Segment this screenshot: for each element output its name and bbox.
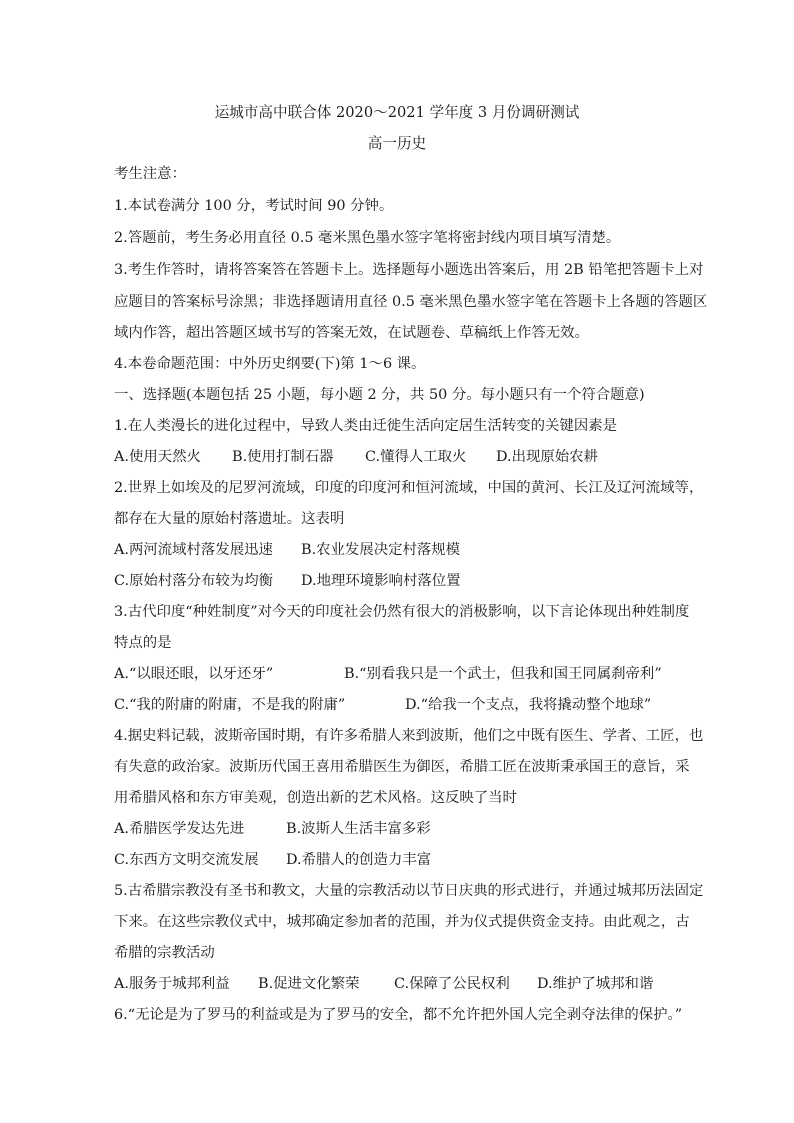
question-stem: 下来。在这些宗教仪式中，城邦确定参加者的范围，并为仪式提供资金支持。由此观之，古 [114,914,690,930]
question-stem: 5.古希腊宗教没有圣书和教文，大量的宗教活动以节日庆典的形式进行，并通过城邦历法固定 [114,883,704,899]
question-stem: 4.据史料记载，波斯帝国时期，有许多希腊人来到波斯，他们之中既有医生、学者、工匠，也 [114,728,704,744]
notice-item: 4.本卷命题范围：中外历史纲要(下)第 1～6 课。 [114,356,426,372]
question-stem: 1.在人类漫长的进化过程中，导致人类由迁徙生活向定居生活转变的关键因素是 [114,418,618,434]
option-c: C.保障了公民权利 [394,976,510,992]
question-stem: 6.“无论是为了罗马的利益或是为了罗马的安全，都不允许把外国人完全剥夺法律的保护。” [114,1007,683,1023]
option-c: C.东西方文明交流发展 [114,852,259,868]
notice-item: 2.答题前，考生务必用直径 0.5 毫米黑色墨水签字笔将密封线内项目填写清楚。 [114,230,621,246]
notice-item: 3.考生作答时，请将答案答在答题卡上。选择题每小题选出答案后，用 2B 铅笔把答题卡上对 [114,262,704,278]
question-stem: 有失意的政治家。波斯历代国王喜用希腊医生为御医，希腊工匠在波斯秉承国王的意旨，采 [114,759,690,775]
exam-title: 运城市高中联合体 2020～2021 学年度 3 月份调研测试 [214,104,580,121]
option-b: B.促进文化繁荣 [258,976,360,992]
option-d: D.地理环境影响村落位置 [301,573,461,589]
option-d: D.“给我一个支点，我将撬动整个地球” [405,697,652,713]
option-c: C.“我的附庸的附庸，不是我的附庸” [114,697,346,713]
question-stem: 用希腊风格和东方审美观，创造出新的艺术风格。这反映了当时 [114,790,517,806]
question-stem: 2.世界上如埃及的尼罗河流域，印度的印度河和恒河流域，中国的黄河、长江及辽河流域等， [114,480,704,496]
notice-item: 应题目的答案标号涂黑；非选择题请用直径 0.5 毫米黑色墨水签字笔在答题卡上各题的答题区 [114,294,708,310]
section-heading: 一、选择题(本题包括 25 小题，每小题 2 分，共 50 分。每小题只有一个符合题意) [114,387,645,403]
option-d: D.维护了城邦和谐 [537,976,654,992]
option-a: A.两河流域村落发展迅速 [114,542,273,558]
option-a: A.服务于城邦利益 [114,976,230,992]
option-b: B.使用打制石器 [232,449,334,465]
option-d: D.出现原始农耕 [496,449,598,465]
option-d: D.希腊人的创造力丰富 [286,852,432,868]
question-stem: 3.古代印度“种姓制度”对今天的印度社会仍然有很大的消极影响，以下言论体现出种姓制度 [114,604,690,620]
notice-heading: 考生注意： [114,166,186,182]
option-b: B.“别看我只是一个武士，但我和国王同属刹帝利” [344,666,662,682]
question-stem: 特点的是 [114,635,172,651]
option-c: C.懂得人工取火 [365,449,467,465]
notice-item: 域内作答，超出答题区域书写的答案无效，在试题卷、草稿纸上作答无效。 [114,325,589,341]
question-stem: 希腊的宗教活动 [114,945,215,961]
option-b: B.波斯人生活丰富多彩 [286,821,431,837]
option-a: A.“以眼还眼，以牙还牙” [114,666,274,682]
option-b: B.农业发展决定村落规模 [301,542,461,558]
notice-item: 1.本试卷满分 100 分，考试时间 90 分钟。 [114,198,394,214]
exam-subject: 高一历史 [367,135,427,152]
question-stem: 都存在大量的原始村落遗址。这表明 [114,511,345,527]
option-c: C.原始村落分布较为均衡 [114,573,273,589]
option-a: A.希腊医学发达先进 [114,821,245,837]
option-a: A.使用天然火 [114,449,201,465]
